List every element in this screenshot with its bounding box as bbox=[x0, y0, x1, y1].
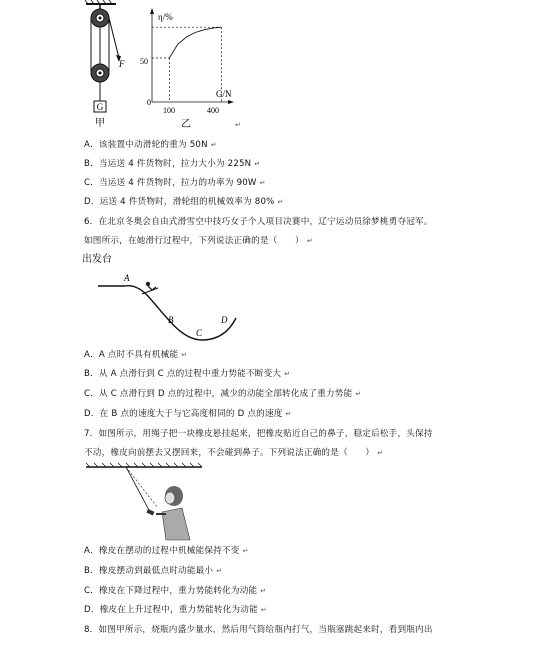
q7-option-b: B．橡皮摆动到最低点时动能最小 ↵ bbox=[84, 566, 223, 576]
ski-slope-figure bbox=[80, 250, 250, 346]
paragraph-mark: ↵ bbox=[235, 121, 241, 129]
load-label: G bbox=[96, 102, 104, 112]
q8-stem-line1: 8．如图甲所示，烧瓶内盛少量水，然后用气筒给瓶内打气，当瓶塞跳起来时，看到瓶内出 bbox=[84, 625, 433, 635]
q5-option-a: A．该装置中动滑轮的重为 50N ↵ bbox=[84, 140, 217, 150]
pendulum-string bbox=[126, 467, 150, 512]
slope-curve bbox=[98, 286, 236, 340]
girl-icon bbox=[156, 486, 190, 540]
y-axis-label: η/% bbox=[158, 12, 173, 22]
pulley-figure bbox=[80, 0, 140, 130]
q7-stem-line1: 7．如图所示，用绳子把一块橡皮悬挂起来，把橡皮贴近自己的鼻子，稳定后松手，头保持 bbox=[84, 429, 433, 439]
x-tick-400: 400 bbox=[207, 106, 219, 115]
point-d-label: D bbox=[221, 315, 228, 325]
point-c-label: C bbox=[196, 328, 203, 338]
efficiency-chart bbox=[138, 4, 238, 130]
platform-label: 出发台 bbox=[82, 254, 112, 265]
x-tick-0: 0 bbox=[147, 98, 151, 107]
efficiency-curve bbox=[169, 27, 221, 58]
pulley-caption: 甲 bbox=[95, 118, 105, 129]
q7-option-a: A．橡皮在摆动的过程中机械能保持不变 ↵ bbox=[84, 546, 249, 556]
q6-option-b: B．从 A 点滑行到 C 点的过程中重力势能不断变大 ↵ bbox=[84, 369, 291, 379]
y-tick-50: 50 bbox=[140, 57, 148, 66]
force-label: F bbox=[119, 59, 125, 69]
chart-caption: 乙 bbox=[181, 119, 191, 130]
q6-option-d: D．在 B 点的速度大于与它高度相同的 D 点的速度 ↵ bbox=[84, 409, 292, 419]
x-tick-100: 100 bbox=[163, 106, 175, 115]
q6-stem-line1: 6．在北京冬奥会自由式滑雪空中技巧女子个人项目决赛中，辽宁运动员徐梦桃勇夺冠军。 bbox=[84, 217, 433, 227]
x-axis-label: G/N bbox=[216, 89, 232, 99]
q6-stem-line2: 如图所示，在她滑行过程中，下列说法正确的是（ ） ↵ bbox=[84, 236, 313, 246]
q7-option-d: D．橡皮在上升过程中，重力势能转化为动能 ↵ bbox=[84, 605, 267, 615]
point-b-label: B bbox=[168, 315, 174, 325]
q6-option-c: C．从 C 点滑行到 D 点的过程中，减少的动能全部转化成了重力势能 ↵ bbox=[84, 389, 362, 399]
q7-option-c: C．橡皮在下降过程中，重力势能转化为动能 ↵ bbox=[84, 586, 267, 596]
q5-option-d: D．运送 4 件货物时，滑轮组的机械效率为 80% ↵ bbox=[84, 197, 284, 207]
point-a-label: A bbox=[124, 273, 130, 283]
q5-option-b: B．当运送 4 件货物时，拉力大小为 225N ↵ bbox=[84, 159, 261, 169]
q5-option-c: C．当运送 4 件货物时，拉力的功率为 90W ↵ bbox=[84, 178, 266, 188]
swing-path bbox=[126, 467, 158, 508]
q7-stem-line2: 不动，橡皮向前摆去又摆回来，不会碰到鼻子。下列说法正确的是（ ） ↵ bbox=[84, 448, 384, 458]
pendulum-figure bbox=[82, 462, 212, 542]
eraser bbox=[146, 509, 154, 516]
q6-option-a: A．A 点时不具有机械能 ↵ bbox=[84, 350, 188, 360]
